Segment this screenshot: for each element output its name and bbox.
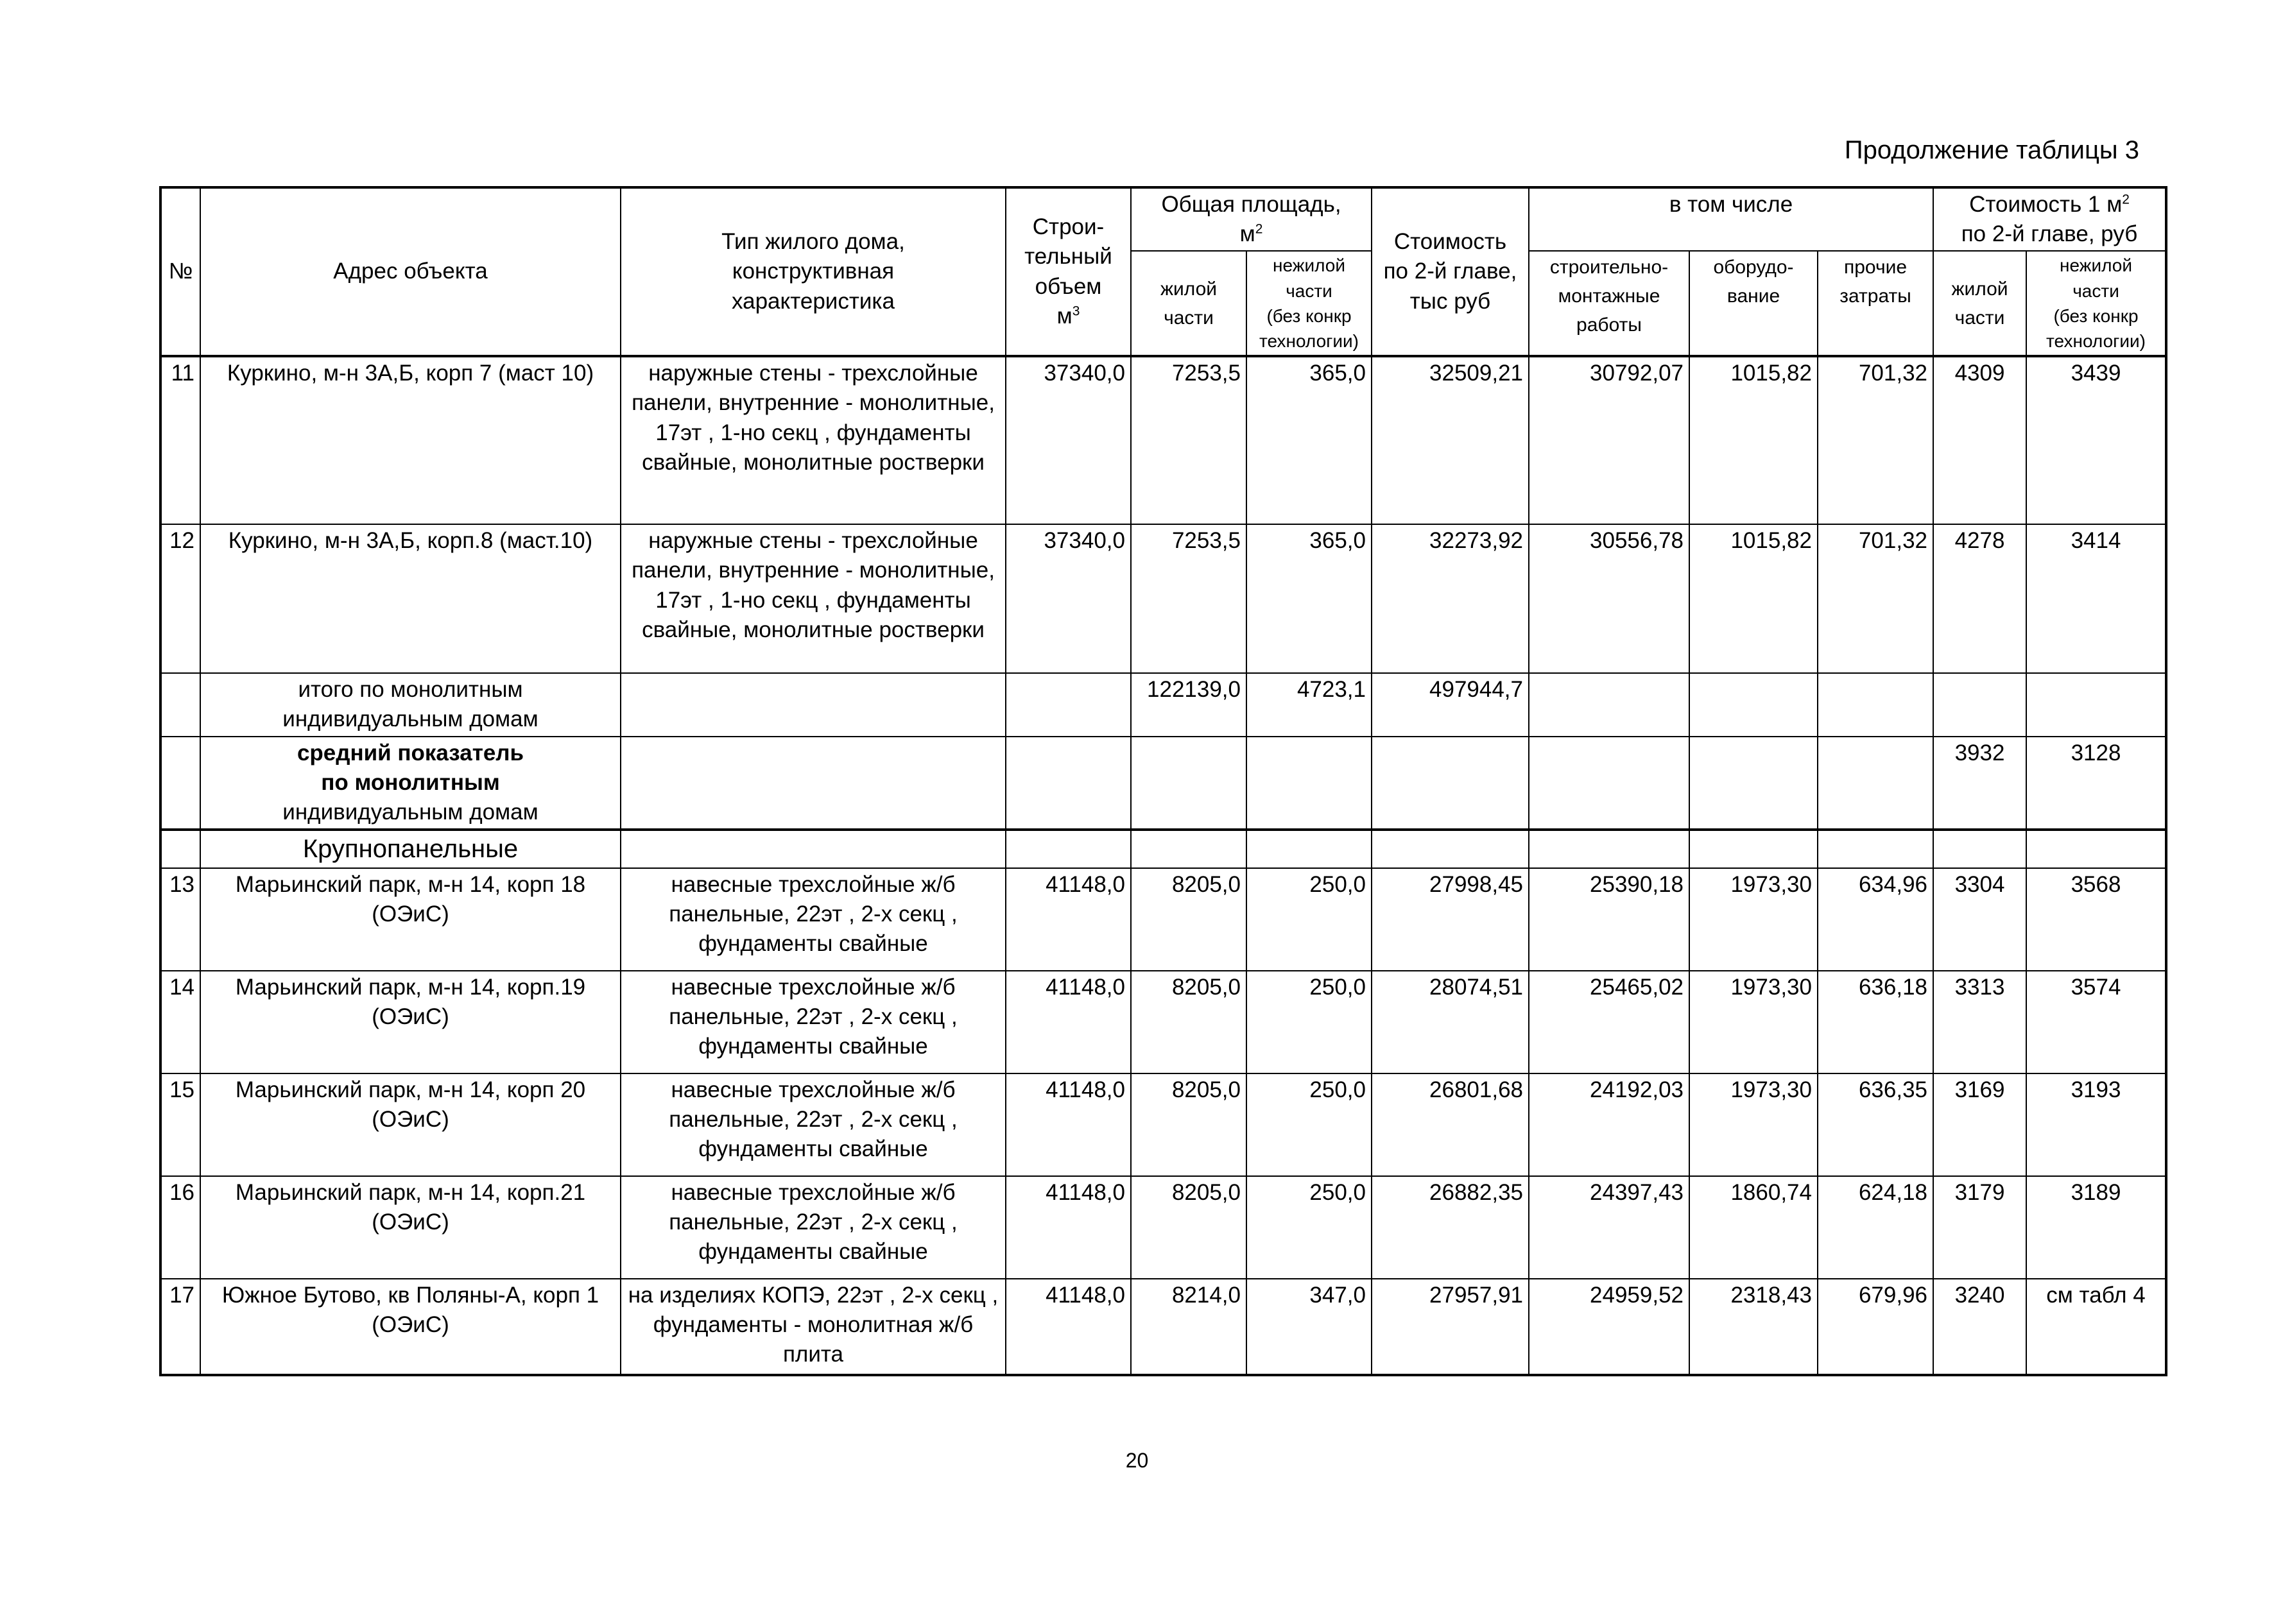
total-area-nonliving: 4723,1	[1246, 673, 1372, 736]
header-volume: Строи- тельный объем $м^3$	[1006, 187, 1131, 356]
equipment: 1860,74	[1689, 1176, 1818, 1279]
table-row	[160, 1176, 2166, 1279]
other-costs: 701,32	[1818, 356, 1933, 524]
building-volume: 37340,0	[1006, 356, 1131, 524]
equipment: 1015,82	[1689, 356, 1818, 524]
total-area-living: 122139,0	[1131, 673, 1246, 736]
unit-cost-nonliving: см табл 4	[2026, 1279, 2166, 1375]
cost-total: 27957,91	[1372, 1279, 1529, 1375]
average-label: средний показатель по монолитным индивидуальным домам	[200, 737, 621, 830]
unit-cost-living: 4309	[1933, 356, 2026, 524]
construction-works: 30792,07	[1529, 356, 1689, 524]
other-costs: 701,32	[1818, 524, 1933, 673]
page-number: 20	[1125, 1449, 1149, 1472]
unit-cost-living: 3240	[1933, 1279, 2026, 1375]
section-title: Крупнопанельные	[200, 830, 621, 868]
object-address: Марьинский парк, м-н 14, корп.19 (ОЭиС)	[200, 971, 621, 1073]
header-construction-works: строительно- монтажные работы	[1529, 251, 1689, 356]
construction-works: 30556,78	[1529, 524, 1689, 673]
table-row	[160, 868, 2166, 971]
row-number: 14	[160, 971, 200, 1073]
table-caption: Продолжение таблицы 3	[1844, 136, 2139, 164]
area-living: 8205,0	[1131, 1073, 1246, 1176]
row-number: 13	[160, 868, 200, 971]
header-other-costs: прочие затраты	[1818, 251, 1933, 356]
unit-cost-nonliving: 3414	[2026, 524, 2166, 673]
average-unit-living: 3932	[1933, 737, 2026, 830]
header-no: №	[160, 187, 200, 356]
object-address: Марьинский парк, м-н 14, корп 18 (ОЭиС)	[200, 868, 621, 971]
other-costs: 636,18	[1818, 971, 1933, 1073]
unit-cost-nonliving: 3193	[2026, 1073, 2166, 1176]
cost-total: 32273,92	[1372, 524, 1529, 673]
cost-total: 28074,51	[1372, 971, 1529, 1073]
unit-cost-living: 3313	[1933, 971, 2026, 1073]
cost-total: 32509,21	[1372, 356, 1529, 524]
area-living: 8205,0	[1131, 971, 1246, 1073]
object-address: Куркино, м-н 3А,Б, корп 7 (маст 10)	[200, 356, 621, 524]
equipment: 1973,30	[1689, 868, 1818, 971]
object-address: Марьинский парк, м-н 14, корп 20 (ОЭиС)	[200, 1073, 621, 1176]
unit-cost-nonliving: 3439	[2026, 356, 2166, 524]
header-unit-nonliving: нежилой части (без конкр технологии)	[2026, 251, 2166, 356]
area-living: 8214,0	[1131, 1279, 1246, 1375]
area-nonliving: 365,0	[1246, 524, 1372, 673]
header-house-type: Тип жилого дома, конструктивная характеристика	[621, 187, 1006, 356]
house-type: на изделиях КОПЭ, 22эт , 2-х секц , фундаменты - монолитная ж/б плита	[621, 1279, 1006, 1375]
table-row	[160, 1279, 2166, 1375]
construction-works: 24959,52	[1529, 1279, 1689, 1375]
row-number	[160, 737, 200, 830]
equipment: 1973,30	[1689, 971, 1818, 1073]
cost-total: 26882,35	[1372, 1176, 1529, 1279]
unit-cost-nonliving: 3574	[2026, 971, 2166, 1073]
building-volume: 41148,0	[1006, 868, 1131, 971]
construction-works: 25465,02	[1529, 971, 1689, 1073]
equipment: 1015,82	[1689, 524, 1818, 673]
equipment: 2318,43	[1689, 1279, 1818, 1375]
building-volume: 41148,0	[1006, 1073, 1131, 1176]
table-header	[160, 187, 2166, 356]
area-living: 7253,5	[1131, 356, 1246, 524]
total-cost: 497944,7	[1372, 673, 1529, 736]
average-unit-nonliving: 3128	[2026, 737, 2166, 830]
house-type: наружные стены - трехслойные панели, внутренние - монолитные, 17эт , 1-но секц , фундаменты свайные, монолитные ростверки	[621, 356, 1006, 524]
total-row	[160, 673, 2166, 736]
row-number: 16	[160, 1176, 200, 1279]
building-volume: 41148,0	[1006, 971, 1131, 1073]
house-type: наружные стены - трехслойные панели, внутренние - монолитные, 17эт , 1-но секц , фундаменты свайные, монолитные ростверки	[621, 524, 1006, 673]
header-unit-cost-group: Стоимость 1 $м^2$ по 2-й главе, руб	[1933, 187, 2166, 251]
table-row	[160, 524, 2166, 673]
building-volume: 37340,0	[1006, 524, 1131, 673]
area-nonliving: 250,0	[1246, 1176, 1372, 1279]
table-row	[160, 1073, 2166, 1176]
monolithic-section	[160, 356, 2166, 830]
cost-total: 27998,45	[1372, 868, 1529, 971]
header-equipment: оборудо- вание	[1689, 251, 1818, 356]
cost-table	[159, 186, 2167, 1376]
unit-cost-living: 3179	[1933, 1176, 2026, 1279]
area-nonliving: 347,0	[1246, 1279, 1372, 1375]
area-living: 7253,5	[1131, 524, 1246, 673]
construction-works: 24192,03	[1529, 1073, 1689, 1176]
other-costs: 624,18	[1818, 1176, 1933, 1279]
unit-cost-nonliving: 3189	[2026, 1176, 2166, 1279]
cost-total: 26801,68	[1372, 1073, 1529, 1176]
object-address: Марьинский парк, м-н 14, корп.21 (ОЭиС)	[200, 1176, 621, 1279]
header-cost: Стоимость по 2-й главе, тыс руб	[1372, 187, 1529, 356]
building-volume: 41148,0	[1006, 1279, 1131, 1375]
construction-works: 25390,18	[1529, 868, 1689, 971]
unit-cost-living: 3169	[1933, 1073, 2026, 1176]
table-row	[160, 971, 2166, 1073]
object-address: Южное Бутово, кв Поляны-А, корп 1 (ОЭиС)	[200, 1279, 621, 1375]
object-address: Куркино, м-н 3А,Б, корп.8 (маст.10)	[200, 524, 621, 673]
header-area-group: Общая площадь, $м^2$	[1131, 187, 1372, 251]
other-costs: 634,96	[1818, 868, 1933, 971]
house-type: навесные трехслойные ж/б панельные, 22эт , 2-х секц , фундаменты свайные	[621, 868, 1006, 971]
construction-works: 24397,43	[1529, 1176, 1689, 1279]
header-including-group: в том числе	[1529, 187, 1933, 251]
table-row	[160, 356, 2166, 524]
panel-section	[160, 830, 2166, 1375]
house-type: навесные трехслойные ж/б панельные, 22эт , 2-х секц , фундаменты свайные	[621, 1073, 1006, 1176]
house-type: навесные трехслойные ж/б панельные, 22эт , 2-х секц , фундаменты свайные	[621, 1176, 1006, 1279]
header-area-nonliving: нежилой части (без конкр технологии)	[1246, 251, 1372, 356]
equipment: 1973,30	[1689, 1073, 1818, 1176]
area-nonliving: 250,0	[1246, 868, 1372, 971]
other-costs: 636,35	[1818, 1073, 1933, 1176]
header-area-living: жилой части	[1131, 251, 1246, 356]
row-number: 11	[160, 356, 200, 524]
area-nonliving: 365,0	[1246, 356, 1372, 524]
unit-cost-living: 3304	[1933, 868, 2026, 971]
area-living: 8205,0	[1131, 1176, 1246, 1279]
area-nonliving: 250,0	[1246, 971, 1372, 1073]
row-number	[160, 673, 200, 736]
row-number: 17	[160, 1279, 200, 1375]
unit-cost-nonliving: 3568	[2026, 868, 2166, 971]
section-header-row	[160, 830, 2166, 868]
area-nonliving: 250,0	[1246, 1073, 1372, 1176]
header-unit-living: жилой части	[1933, 251, 2026, 356]
row-number: 12	[160, 524, 200, 673]
header-address: Адрес объекта	[200, 187, 621, 356]
building-volume: 41148,0	[1006, 1176, 1131, 1279]
row-number: 15	[160, 1073, 200, 1176]
other-costs: 679,96	[1818, 1279, 1933, 1375]
area-living: 8205,0	[1131, 868, 1246, 971]
total-label: итого по монолитным индивидуальным домам	[200, 673, 621, 736]
house-type: навесные трехслойные ж/б панельные, 22эт , 2-х секц , фундаменты свайные	[621, 971, 1006, 1073]
average-row	[160, 737, 2166, 830]
unit-cost-living: 4278	[1933, 524, 2026, 673]
